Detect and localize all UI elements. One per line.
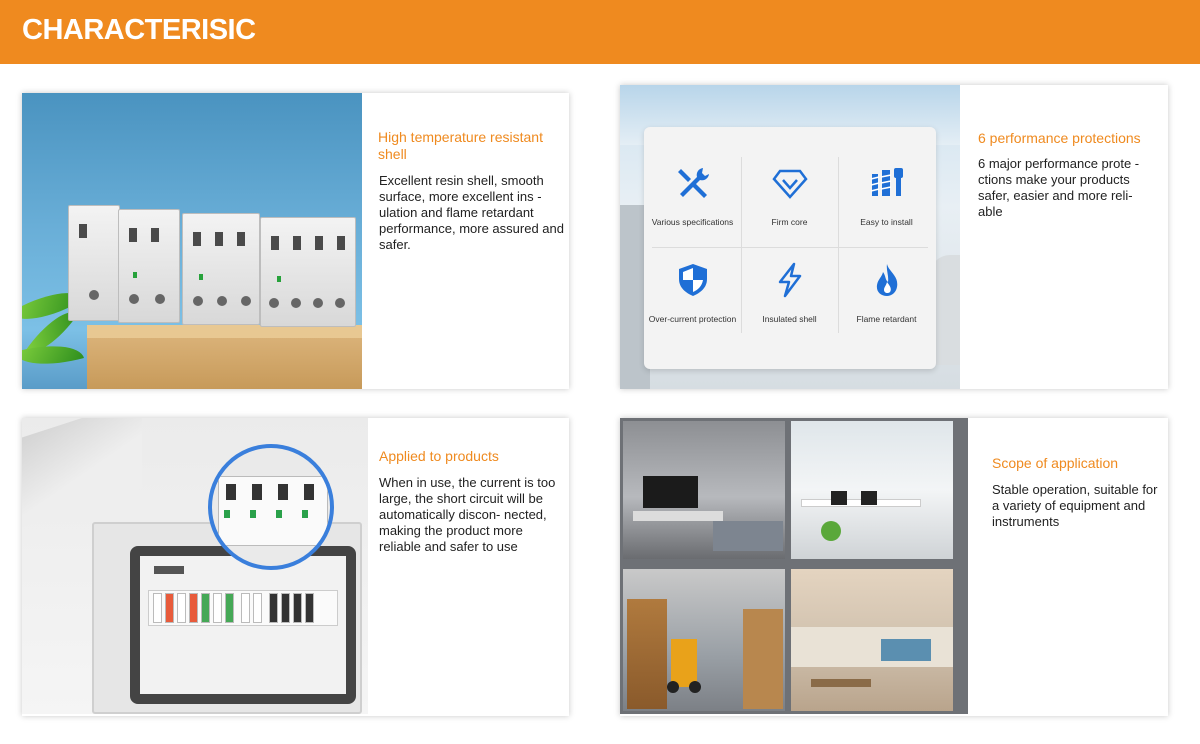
card-title: High temperature resistant shell: [378, 129, 543, 162]
card-title: Applied to products: [379, 448, 499, 464]
screws-icon: [869, 165, 905, 201]
feature-various-specifications: [644, 145, 741, 242]
warehouse-tile: [623, 569, 785, 711]
card-performance-protections: [620, 85, 1168, 389]
card-description: Excellent resin shell, smooth surface, more excellent ins -ulation and flame retardant performance, more assured and safer.: [379, 173, 564, 252]
shield-icon: [675, 262, 711, 298]
feature-insulated-shell: [741, 242, 838, 339]
card-scope-application: [620, 418, 1168, 716]
feature-label: Over-current protection: [648, 314, 737, 324]
feature-label: Insulated shell: [762, 314, 817, 324]
header-banner: [0, 0, 1200, 64]
card-description: Stable operation, suitable for a variety of equipment and instruments: [992, 482, 1158, 529]
breakers-photo: [22, 93, 362, 389]
distribution-box-photo: [22, 418, 368, 714]
features-panel: [644, 127, 936, 369]
section-title: CHARACTERISIC: [22, 14, 256, 46]
flame-icon: [869, 262, 905, 298]
diamond-icon: [772, 165, 808, 201]
zoom-circle: [208, 444, 334, 570]
card-title: Scope of application: [992, 455, 1119, 471]
card-title: 6 performance protections: [978, 130, 1141, 146]
card-description: When in use, the current is too large, the short circuit will be automatically discon- nected, making the product more reliable and safer to use: [379, 475, 556, 554]
feature-label: Firm core: [771, 217, 808, 227]
mall-tile: [791, 569, 953, 711]
card-applied-products: [22, 418, 569, 716]
office-tile: [791, 421, 953, 559]
feature-easy-install: [838, 145, 935, 242]
feature-label: Flame retardant: [856, 314, 917, 324]
card-high-temperature: [22, 93, 569, 389]
feature-flame-retardant: [838, 242, 935, 339]
card-description: 6 major performance prote -ctions make your products safer, easier and more reli- able: [978, 156, 1140, 219]
feature-over-current: [644, 242, 741, 339]
tools-icon: [675, 165, 711, 201]
feature-label: Easy to install: [860, 217, 913, 227]
application-scenes-photo: [620, 418, 968, 714]
feature-label: Various specifications: [651, 217, 734, 227]
feature-firm-core: [741, 145, 838, 242]
box-interior: [130, 546, 356, 704]
living-room-tile: [623, 421, 785, 559]
lightning-icon: [772, 262, 808, 298]
